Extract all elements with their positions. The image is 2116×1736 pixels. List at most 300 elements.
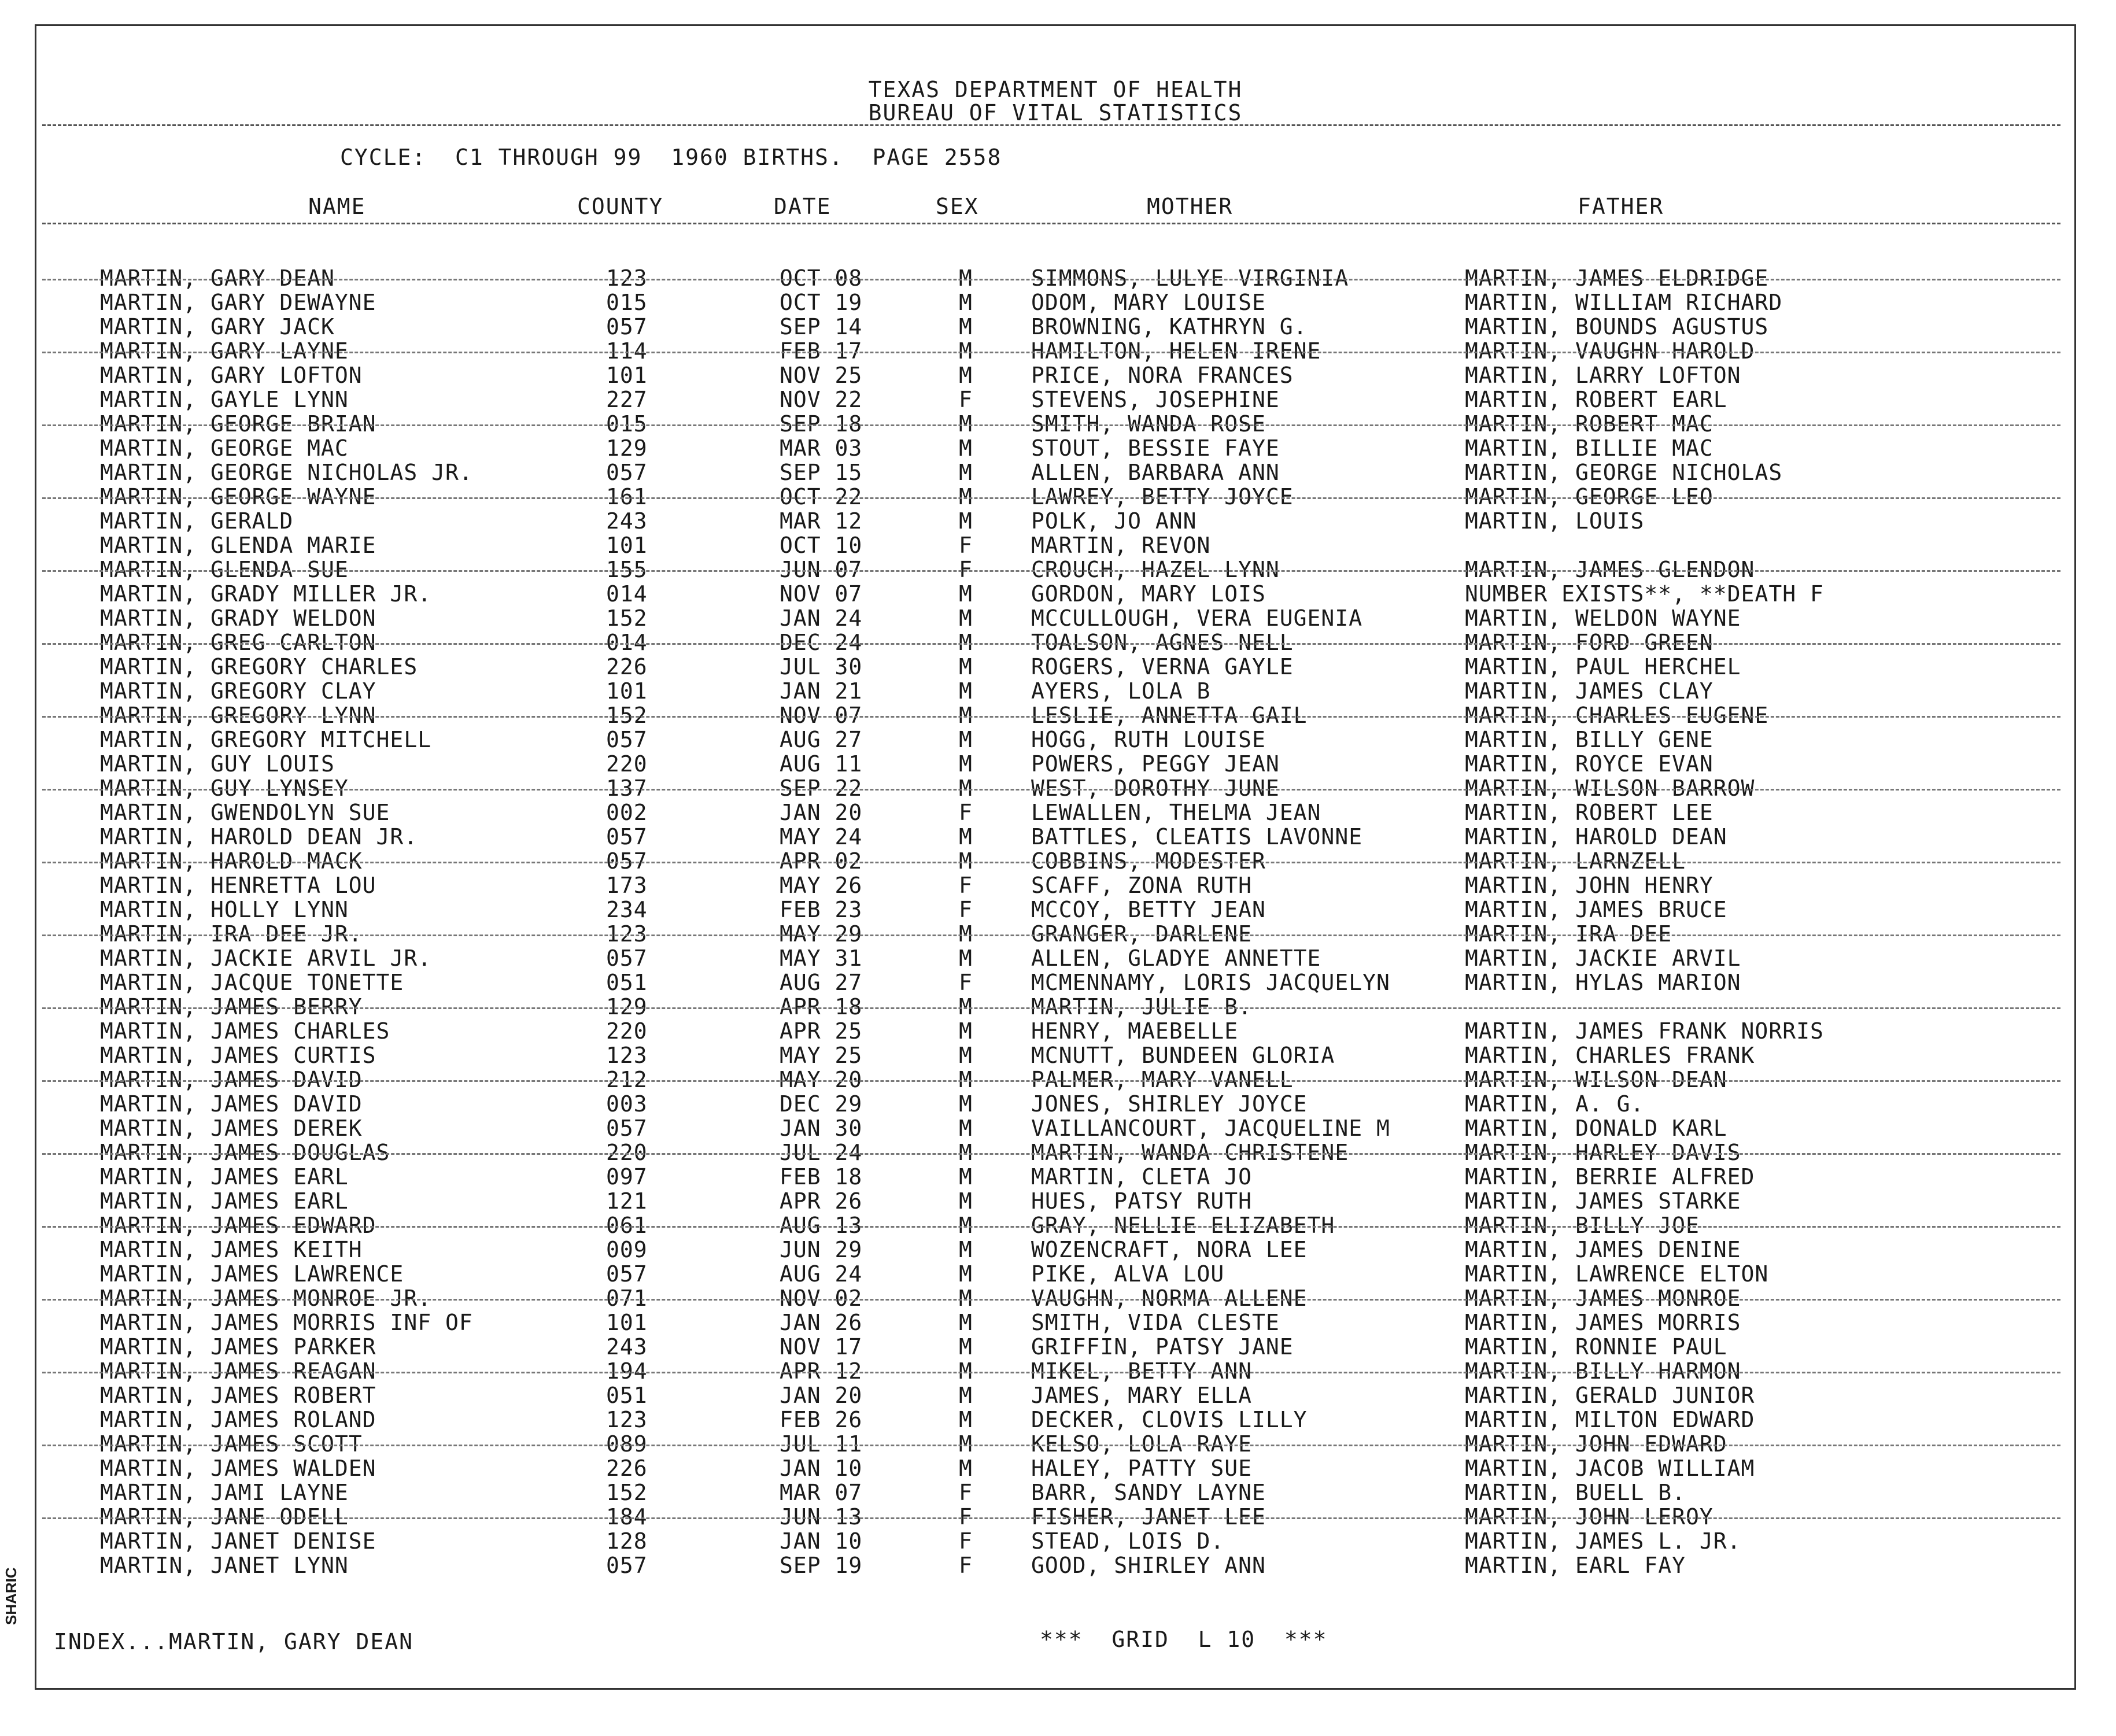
father-cell: MARTIN, JOHN HENRY xyxy=(1465,873,1714,898)
mother-cell: ROGERS, VERNA GAYLE xyxy=(1031,654,1294,679)
sex-cell: M xyxy=(959,921,973,947)
date-cell: AUG 11 xyxy=(780,751,863,777)
sex-cell: M xyxy=(959,363,973,388)
grid-footer: *** GRID L 10 *** xyxy=(1040,1627,1328,1652)
father-cell: MARTIN, RONNIE PAUL xyxy=(1465,1334,1727,1360)
county-cell: 220 xyxy=(606,751,648,777)
sex-cell: M xyxy=(959,751,973,777)
date-cell: APR 25 xyxy=(780,1018,863,1044)
date-cell: JAN 20 xyxy=(780,1383,863,1408)
table-row xyxy=(36,1310,2074,1335)
county-cell: 234 xyxy=(606,897,648,922)
date-cell: OCT 08 xyxy=(780,265,863,291)
name-cell: MARTIN, GLENDA SUE xyxy=(100,557,349,582)
county-cell: 057 xyxy=(606,824,648,849)
date-cell: JUN 13 xyxy=(780,1504,863,1530)
sex-cell: M xyxy=(959,605,973,631)
mother-cell: MCNUTT, BUNDEEN GLORIA xyxy=(1031,1043,1335,1068)
header-rule xyxy=(42,124,2060,126)
name-cell: MARTIN, GUY LOUIS xyxy=(100,751,335,777)
column-header-mother: MOTHER xyxy=(1147,194,1234,219)
date-cell: JAN 30 xyxy=(780,1116,863,1141)
table-row xyxy=(36,1480,2074,1505)
county-cell: 089 xyxy=(606,1431,648,1457)
name-cell: MARTIN, JACQUE TONETTE xyxy=(100,970,404,995)
table-row xyxy=(36,946,2074,970)
father-cell: MARTIN, JOHN EDWARD xyxy=(1465,1431,1727,1457)
date-cell: OCT 22 xyxy=(780,484,863,509)
name-cell: MARTIN, JAMES DEREK xyxy=(100,1116,363,1141)
sex-cell: M xyxy=(959,1310,973,1335)
father-cell: MARTIN, BUELL B. xyxy=(1465,1480,1686,1505)
name-cell: MARTIN, JAMI LAYNE xyxy=(100,1480,349,1505)
name-cell: MARTIN, GREGORY MITCHELL xyxy=(100,727,432,752)
mother-cell: STEVENS, JOSEPHINE xyxy=(1031,387,1280,412)
table-row xyxy=(36,1286,2074,1310)
name-cell: MARTIN, GARY DEWAYNE xyxy=(100,290,376,315)
mother-cell: HOGG, RUTH LOUISE xyxy=(1031,727,1266,752)
sex-cell: M xyxy=(959,824,973,849)
name-cell: MARTIN, GEORGE WAYNE xyxy=(100,484,376,509)
table-row xyxy=(36,1019,2074,1043)
father-cell: MARTIN, GEORGE NICHOLAS xyxy=(1465,460,1783,485)
county-cell: 057 xyxy=(606,314,648,339)
mother-cell: SCAFF, ZONA RUTH xyxy=(1031,873,1253,898)
date-cell: OCT 19 xyxy=(780,290,863,315)
father-cell: MARTIN, ROBERT MAC xyxy=(1465,411,1714,437)
mother-cell: MCCOY, BETTY JEAN xyxy=(1031,897,1266,922)
mother-cell: POLK, JO ANN xyxy=(1031,508,1197,534)
table-row xyxy=(36,1068,2074,1092)
date-cell: JAN 24 xyxy=(780,605,863,631)
date-cell: JAN 26 xyxy=(780,1310,863,1335)
sex-cell: M xyxy=(959,484,973,509)
side-stamp-label: SHARIC xyxy=(2,1567,20,1625)
name-cell: MARTIN, GAYLE LYNN xyxy=(100,387,349,412)
mother-cell: LESLIE, ANNETTA GAIL xyxy=(1031,703,1308,728)
table-row xyxy=(36,1529,2074,1553)
father-cell: MARTIN, BILLY HARMON xyxy=(1465,1358,1741,1384)
name-cell: MARTIN, IRA DEE JR. xyxy=(100,921,363,947)
father-cell: MARTIN, BOUNDS AGUSTUS xyxy=(1465,314,1769,339)
father-cell: MARTIN, VAUGHN HAROLD xyxy=(1465,338,1755,364)
table-row xyxy=(36,1456,2074,1480)
name-cell: MARTIN, JAMES BERRY xyxy=(100,994,363,1020)
name-cell: MARTIN, JACKIE ARVIL JR. xyxy=(100,945,432,971)
name-cell: MARTIN, JAMES SCOTT xyxy=(100,1431,363,1457)
father-cell: MARTIN, BILLY JOE xyxy=(1465,1213,1700,1238)
date-cell: SEP 14 xyxy=(780,314,863,339)
mother-cell: LEWALLEN, THELMA JEAN xyxy=(1031,800,1321,825)
county-cell: 121 xyxy=(606,1188,648,1214)
sex-cell: M xyxy=(959,703,973,728)
table-row xyxy=(36,290,2074,315)
column-header-date: DATE xyxy=(774,194,832,219)
name-cell: MARTIN, JAMES DAVID xyxy=(100,1091,363,1117)
county-cell: 061 xyxy=(606,1213,648,1238)
name-cell: MARTIN, GARY JACK xyxy=(100,314,335,339)
table-row xyxy=(36,533,2074,557)
table-row xyxy=(36,1092,2074,1116)
mother-cell: HALEY, PATTY SUE xyxy=(1031,1456,1253,1481)
mother-cell: WEST, DOROTHY JUNE xyxy=(1031,775,1280,801)
father-cell: MARTIN, JACKIE ARVIL xyxy=(1465,945,1741,971)
table-row xyxy=(36,873,2074,897)
name-cell: MARTIN, JANET LYNN xyxy=(100,1553,349,1578)
county-cell: 057 xyxy=(606,727,648,752)
date-cell: SEP 18 xyxy=(780,411,863,437)
table-row xyxy=(36,630,2074,655)
mother-cell: SMITH, WANDA ROSE xyxy=(1031,411,1266,437)
sex-cell: M xyxy=(959,1286,973,1311)
county-cell: 152 xyxy=(606,1480,648,1505)
cycle-line: CYCLE: C1 THROUGH 99 1960 BIRTHS. PAGE 2558 xyxy=(340,145,1002,170)
date-cell: MAY 26 xyxy=(780,873,863,898)
sex-cell: M xyxy=(959,314,973,339)
county-cell: 101 xyxy=(606,1310,648,1335)
date-cell: MAR 07 xyxy=(780,1480,863,1505)
table-row xyxy=(36,849,2074,873)
mother-cell: MARTIN, WANDA CHRISTENE xyxy=(1031,1140,1349,1165)
father-cell: MARTIN, LOUIS xyxy=(1465,508,1645,534)
sex-cell: M xyxy=(959,508,973,534)
date-cell: JAN 10 xyxy=(780,1528,863,1554)
date-cell: SEP 19 xyxy=(780,1553,863,1578)
mother-cell: SMITH, VIDA CLESTE xyxy=(1031,1310,1280,1335)
father-cell: MARTIN, BILLIE MAC xyxy=(1465,435,1714,461)
sex-cell: M xyxy=(959,265,973,291)
sex-cell: M xyxy=(959,1213,973,1238)
name-cell: MARTIN, JAMES MORRIS INF OF xyxy=(100,1310,473,1335)
bureau-title: BUREAU OF VITAL STATISTICS xyxy=(868,100,1243,125)
mother-cell: AYERS, LOLA B xyxy=(1031,678,1211,704)
sex-cell: F xyxy=(959,1480,973,1505)
sex-cell: M xyxy=(959,338,973,364)
county-cell: 057 xyxy=(606,848,648,874)
county-cell: 051 xyxy=(606,970,648,995)
mother-cell: GOOD, SHIRLEY ANN xyxy=(1031,1553,1266,1578)
mother-cell: STOUT, BESSIE FAYE xyxy=(1031,435,1280,461)
table-row xyxy=(36,412,2074,436)
father-cell: MARTIN, LAWRENCE ELTON xyxy=(1465,1261,1769,1287)
county-cell: 114 xyxy=(606,338,648,364)
sex-cell: F xyxy=(959,1504,973,1530)
mother-cell: PALMER, MARY VANELL xyxy=(1031,1067,1294,1092)
sex-cell: F xyxy=(959,387,973,412)
father-cell: MARTIN, HYLAS MARION xyxy=(1465,970,1741,995)
table-row xyxy=(36,1383,2074,1408)
mother-cell: HAMILTON, HELEN IRENE xyxy=(1031,338,1321,364)
sex-cell: M xyxy=(959,1431,973,1457)
sex-cell: F xyxy=(959,533,973,558)
mother-cell: DECKER, CLOVIS LILLY xyxy=(1031,1407,1308,1432)
name-cell: MARTIN, GEORGE MAC xyxy=(100,435,349,461)
name-cell: MARTIN, JAMES REAGAN xyxy=(100,1358,376,1384)
table-row xyxy=(36,1359,2074,1383)
mother-cell: TOALSON, AGNES NELL xyxy=(1031,630,1294,655)
date-cell: JUL 30 xyxy=(780,654,863,679)
sex-cell: M xyxy=(959,678,973,704)
table-row xyxy=(36,1140,2074,1165)
name-cell: MARTIN, GEORGE BRIAN xyxy=(100,411,376,437)
county-cell: 128 xyxy=(606,1528,648,1554)
father-cell: MARTIN, JAMES ELDRIDGE xyxy=(1465,265,1769,291)
sex-cell: M xyxy=(959,727,973,752)
table-row xyxy=(36,1165,2074,1189)
date-cell: NOV 22 xyxy=(780,387,863,412)
table-row xyxy=(36,557,2074,582)
father-cell: MARTIN, JAMES MONROE xyxy=(1465,1286,1741,1311)
father-cell: MARTIN, LARRY LOFTON xyxy=(1465,363,1741,388)
father-cell: MARTIN, PAUL HERCHEL xyxy=(1465,654,1741,679)
sex-cell: M xyxy=(959,775,973,801)
county-cell: 152 xyxy=(606,605,648,631)
county-cell: 137 xyxy=(606,775,648,801)
date-cell: JUL 11 xyxy=(780,1431,863,1457)
date-cell: MAY 25 xyxy=(780,1043,863,1068)
sex-cell: F xyxy=(959,873,973,898)
table-row xyxy=(36,922,2074,946)
county-cell: 097 xyxy=(606,1164,648,1190)
date-cell: JUN 07 xyxy=(780,557,863,582)
table-row xyxy=(36,582,2074,606)
date-cell: MAY 24 xyxy=(780,824,863,849)
father-cell: MARTIN, IRA DEE xyxy=(1465,921,1672,947)
father-cell: MARTIN, FORD GREEN xyxy=(1465,630,1714,655)
table-row xyxy=(36,679,2074,703)
county-cell: 101 xyxy=(606,363,648,388)
father-cell: MARTIN, CHARLES EUGENE xyxy=(1465,703,1769,728)
father-cell: NUMBER EXISTS**, **DEATH F xyxy=(1465,581,1824,607)
name-cell: MARTIN, HAROLD MACK xyxy=(100,848,363,874)
mother-cell: PRICE, NORA FRANCES xyxy=(1031,363,1294,388)
father-cell: MARTIN, MILTON EDWARD xyxy=(1465,1407,1755,1432)
sex-cell: M xyxy=(959,1358,973,1384)
county-cell: 014 xyxy=(606,581,648,607)
county-cell: 173 xyxy=(606,873,648,898)
sex-cell: M xyxy=(959,1237,973,1262)
table-row xyxy=(36,1505,2074,1529)
father-cell: MARTIN, WELDON WAYNE xyxy=(1465,605,1741,631)
father-cell: MARTIN, JAMES MORRIS xyxy=(1465,1310,1741,1335)
county-cell: 071 xyxy=(606,1286,648,1311)
sex-cell: F xyxy=(959,970,973,995)
sex-cell: M xyxy=(959,1456,973,1481)
name-cell: MARTIN, GREGORY CHARLES xyxy=(100,654,418,679)
name-cell: MARTIN, JAMES EARL xyxy=(100,1164,349,1190)
county-cell: 015 xyxy=(606,290,648,315)
county-cell: 014 xyxy=(606,630,648,655)
sex-cell: M xyxy=(959,290,973,315)
name-cell: MARTIN, GERALD xyxy=(100,508,294,534)
mother-cell: MARTIN, JULIE B. xyxy=(1031,994,1253,1020)
table-row xyxy=(36,1213,2074,1238)
date-cell: FEB 17 xyxy=(780,338,863,364)
name-cell: MARTIN, JAMES CHARLES xyxy=(100,1018,390,1044)
sex-cell: M xyxy=(959,848,973,874)
county-cell: 002 xyxy=(606,800,648,825)
sex-cell: M xyxy=(959,1164,973,1190)
mother-cell: POWERS, PEGGY JEAN xyxy=(1031,751,1280,777)
father-cell: MARTIN, CHARLES FRANK xyxy=(1465,1043,1755,1068)
county-cell: 227 xyxy=(606,387,648,412)
date-cell: MAY 29 xyxy=(780,921,863,947)
date-cell: APR 26 xyxy=(780,1188,863,1214)
table-row xyxy=(36,315,2074,339)
table-row xyxy=(36,363,2074,387)
name-cell: MARTIN, JAMES EDWARD xyxy=(100,1213,376,1238)
county-cell: 057 xyxy=(606,460,648,485)
father-cell: MARTIN, A. G. xyxy=(1465,1091,1645,1117)
father-cell: MARTIN, JAMES DENINE xyxy=(1465,1237,1741,1262)
table-row xyxy=(36,897,2074,922)
county-cell: 123 xyxy=(606,1043,648,1068)
county-cell: 226 xyxy=(606,654,648,679)
county-cell: 057 xyxy=(606,1116,648,1141)
date-cell: OCT 10 xyxy=(780,533,863,558)
name-cell: MARTIN, JAMES ROLAND xyxy=(100,1407,376,1432)
date-cell: JAN 10 xyxy=(780,1456,863,1481)
document-frame xyxy=(35,24,2076,1690)
county-cell: 015 xyxy=(606,411,648,437)
county-cell: 101 xyxy=(606,533,648,558)
father-cell: MARTIN, JACOB WILLIAM xyxy=(1465,1456,1755,1481)
father-cell: MARTIN, DONALD KARL xyxy=(1465,1116,1727,1141)
county-cell: 057 xyxy=(606,945,648,971)
county-cell: 101 xyxy=(606,678,648,704)
table-row xyxy=(36,1189,2074,1213)
date-cell: MAR 03 xyxy=(780,435,863,461)
date-cell: FEB 23 xyxy=(780,897,863,922)
father-cell: MARTIN, EARL FAY xyxy=(1465,1553,1686,1578)
department-title: TEXAS DEPARTMENT OF HEALTH xyxy=(868,77,1243,102)
table-row xyxy=(36,655,2074,679)
column-header-name: NAME xyxy=(308,194,366,219)
date-cell: MAR 12 xyxy=(780,508,863,534)
county-cell: 051 xyxy=(606,1383,648,1408)
name-cell: MARTIN, GARY DEAN xyxy=(100,265,335,291)
date-cell: DEC 29 xyxy=(780,1091,863,1117)
father-cell: MARTIN, HARLEY DAVIS xyxy=(1465,1140,1741,1165)
name-cell: MARTIN, JAMES WALDEN xyxy=(100,1456,376,1481)
mother-cell: GRAY, NELLIE ELIZABETH xyxy=(1031,1213,1335,1238)
father-cell: MARTIN, GERALD JUNIOR xyxy=(1465,1383,1755,1408)
sex-cell: M xyxy=(959,1188,973,1214)
county-cell: 155 xyxy=(606,557,648,582)
sex-cell: M xyxy=(959,411,973,437)
sex-cell: M xyxy=(959,460,973,485)
county-cell: 194 xyxy=(606,1358,648,1384)
mother-cell: BROWNING, KATHRYN G. xyxy=(1031,314,1308,339)
sex-cell: F xyxy=(959,1553,973,1578)
date-cell: FEB 26 xyxy=(780,1407,863,1432)
table-row xyxy=(36,825,2074,849)
name-cell: MARTIN, JANET DENISE xyxy=(100,1528,376,1554)
name-cell: MARTIN, JAMES PARKER xyxy=(100,1334,376,1360)
sex-cell: M xyxy=(959,1043,973,1068)
date-cell: NOV 17 xyxy=(780,1334,863,1360)
date-cell: SEP 22 xyxy=(780,775,863,801)
mother-cell: HUES, PATSY RUTH xyxy=(1031,1188,1253,1214)
date-cell: AUG 13 xyxy=(780,1213,863,1238)
sex-cell: M xyxy=(959,654,973,679)
mother-cell: GRIFFIN, PATSY JANE xyxy=(1031,1334,1294,1360)
sex-cell: M xyxy=(959,1116,973,1141)
date-cell: NOV 07 xyxy=(780,703,863,728)
mother-cell: JAMES, MARY ELLA xyxy=(1031,1383,1253,1408)
father-cell: MARTIN, GEORGE LEO xyxy=(1465,484,1714,509)
mother-cell: MCCULLOUGH, VERA EUGENIA xyxy=(1031,605,1363,631)
county-cell: 129 xyxy=(606,994,648,1020)
mother-cell: CROUCH, HAZEL LYNN xyxy=(1031,557,1280,582)
table-row xyxy=(36,460,2074,485)
table-row xyxy=(36,1262,2074,1286)
name-cell: MARTIN, GEORGE NICHOLAS JR. xyxy=(100,460,473,485)
father-cell: MARTIN, JAMES BRUCE xyxy=(1465,897,1727,922)
father-cell: MARTIN, ROBERT EARL xyxy=(1465,387,1727,412)
name-cell: MARTIN, HAROLD DEAN JR. xyxy=(100,824,418,849)
name-cell: MARTIN, JAMES KEITH xyxy=(100,1237,363,1262)
column-header-rule xyxy=(42,223,2060,224)
county-cell: 161 xyxy=(606,484,648,509)
name-cell: MARTIN, GUY LYNSEY xyxy=(100,775,349,801)
table-row xyxy=(36,1335,2074,1359)
mother-cell: GORDON, MARY LOIS xyxy=(1031,581,1266,607)
county-cell: 057 xyxy=(606,1553,648,1578)
sex-cell: M xyxy=(959,1091,973,1117)
date-cell: FEB 18 xyxy=(780,1164,863,1190)
mother-cell: BARR, SANDY LAYNE xyxy=(1031,1480,1266,1505)
mother-cell: KELSO, LOLA RAYE xyxy=(1031,1431,1253,1457)
name-cell: MARTIN, JAMES DAVID xyxy=(100,1067,363,1092)
sex-cell: M xyxy=(959,581,973,607)
date-cell: NOV 02 xyxy=(780,1286,863,1311)
table-row xyxy=(36,703,2074,727)
date-cell: MAY 31 xyxy=(780,945,863,971)
table-row xyxy=(36,970,2074,995)
table-row xyxy=(36,752,2074,776)
column-header-sex: SEX xyxy=(936,194,979,219)
mother-cell: HENRY, MAEBELLE xyxy=(1031,1018,1239,1044)
county-cell: 243 xyxy=(606,1334,648,1360)
date-cell: AUG 27 xyxy=(780,727,863,752)
county-cell: 220 xyxy=(606,1140,648,1165)
table-row xyxy=(36,727,2074,752)
mother-cell: STEAD, LOIS D. xyxy=(1031,1528,1225,1554)
mother-cell: MIKEL, BETTY ANN xyxy=(1031,1358,1253,1384)
column-header-father: FATHER xyxy=(1578,194,1664,219)
name-cell: MARTIN, GREGORY CLAY xyxy=(100,678,376,704)
father-cell: MARTIN, JAMES L. JR. xyxy=(1465,1528,1741,1554)
sex-cell: M xyxy=(959,994,973,1020)
date-cell: NOV 25 xyxy=(780,363,863,388)
father-cell: MARTIN, HAROLD DEAN xyxy=(1465,824,1727,849)
father-cell: MARTIN, JAMES FRANK NORRIS xyxy=(1465,1018,1824,1044)
table-row xyxy=(36,776,2074,800)
name-cell: MARTIN, HENRETTA LOU xyxy=(100,873,376,898)
sex-cell: F xyxy=(959,897,973,922)
table-row xyxy=(36,509,2074,533)
father-cell: MARTIN, ROYCE EVAN xyxy=(1465,751,1714,777)
mother-cell: JONES, SHIRLEY JOYCE xyxy=(1031,1091,1308,1117)
table-row xyxy=(36,1238,2074,1262)
table-row xyxy=(36,1553,2074,1578)
name-cell: MARTIN, GREGORY LYNN xyxy=(100,703,376,728)
name-cell: MARTIN, GRADY WELDON xyxy=(100,605,376,631)
name-cell: MARTIN, GLENDA MARIE xyxy=(100,533,376,558)
sex-cell: M xyxy=(959,1067,973,1092)
date-cell: NOV 07 xyxy=(780,581,863,607)
